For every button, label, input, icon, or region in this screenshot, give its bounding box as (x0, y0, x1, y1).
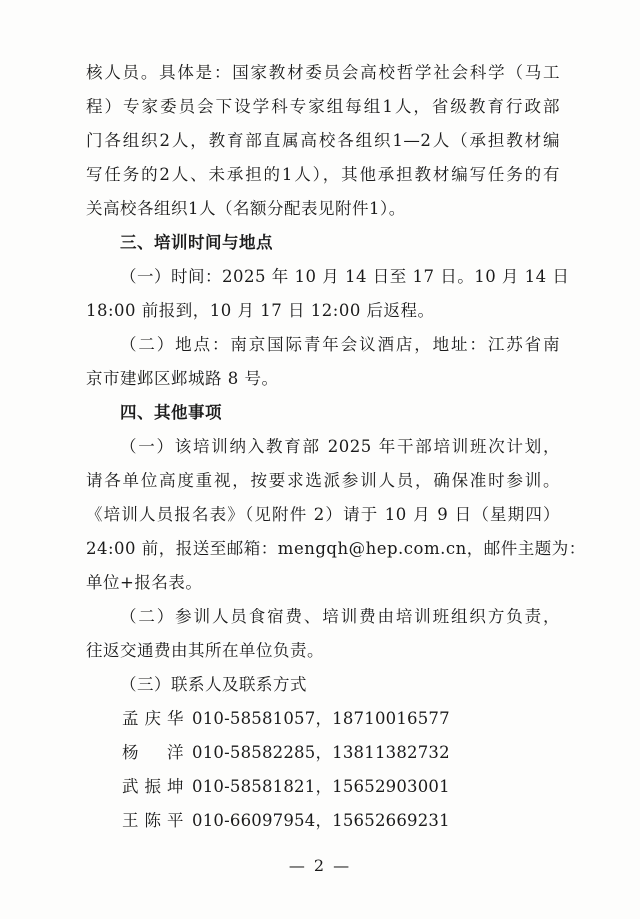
body-text-line: 24:00 前，报送至邮箱：mengqh@hep.com.cn，邮件主题为： (86, 539, 586, 558)
contact-name: 孟庆华 (122, 709, 184, 728)
body-text-line: 关高校各组织1人（名额分配表见附件1）。 (86, 199, 406, 218)
body-text-line: 门各组织2人，教育部直属高校各组织1—2人（承担教材编 (86, 131, 560, 150)
contact-row (122, 708, 450, 730)
contact-phones: 010-58581821，15652903001 (192, 777, 450, 796)
body-text-line: 《培训人员报名表》（见附件 2）请于 10 月 9 日（星期四） (86, 505, 560, 524)
contact-row (122, 776, 450, 798)
contact-name: 王陈平 (122, 811, 184, 830)
contact-name: 武振坤 (122, 777, 184, 796)
section-heading: 四、其他事项 (120, 403, 222, 422)
contact-row (122, 742, 450, 764)
body-text-line: 京市建邺区邺城路 8 号。 (86, 369, 279, 388)
body-text-line: 单位+报名表。 (86, 573, 203, 592)
page-number: — 2 — (288, 856, 352, 875)
contact-phones: 010-58581057，18710016577 (192, 709, 450, 728)
body-text-line: （一）时间：2025 年 10 月 14 日至 17 日。10 月 14 日 (120, 267, 570, 286)
body-text-line: 往返交通费由其所在单位负责。 (86, 641, 324, 660)
section-heading: 三、培训时间与地点 (120, 233, 273, 252)
body-text-line: 写任务的2人、未承担的1人），其他承担教材编写任务的有 (86, 165, 560, 184)
contact-phones: 010-58582285，13811382732 (192, 743, 450, 762)
body-text-line: 程）专家委员会下设学科专家组每组1人，省级教育行政部 (86, 97, 560, 116)
body-text-line: （三）联系人及联系方式 (120, 675, 307, 694)
body-text-line: （二）地点：南京国际青年会议酒店，地址：江苏省南 (120, 335, 560, 354)
contact-name: 杨 洋 (122, 743, 184, 762)
body-text-line: 核人员。具体是：国家教材委员会高校哲学社会科学（马工 (86, 63, 560, 82)
body-text-line: 请各单位高度重视，按要求选派参训人员，确保准时参训。 (86, 471, 560, 490)
body-text-line: （一）该培训纳入教育部 2025 年干部培训班次计划， (120, 437, 560, 456)
body-text-line: （二）参训人员食宿费、培训费由培训班组织方负责， (120, 607, 560, 626)
body-text-line: 18:00 前报到，10 月 17 日 12:00 后返程。 (86, 301, 435, 320)
contact-phones: 010-66097954，15652669231 (192, 811, 450, 830)
contact-row (122, 810, 450, 832)
